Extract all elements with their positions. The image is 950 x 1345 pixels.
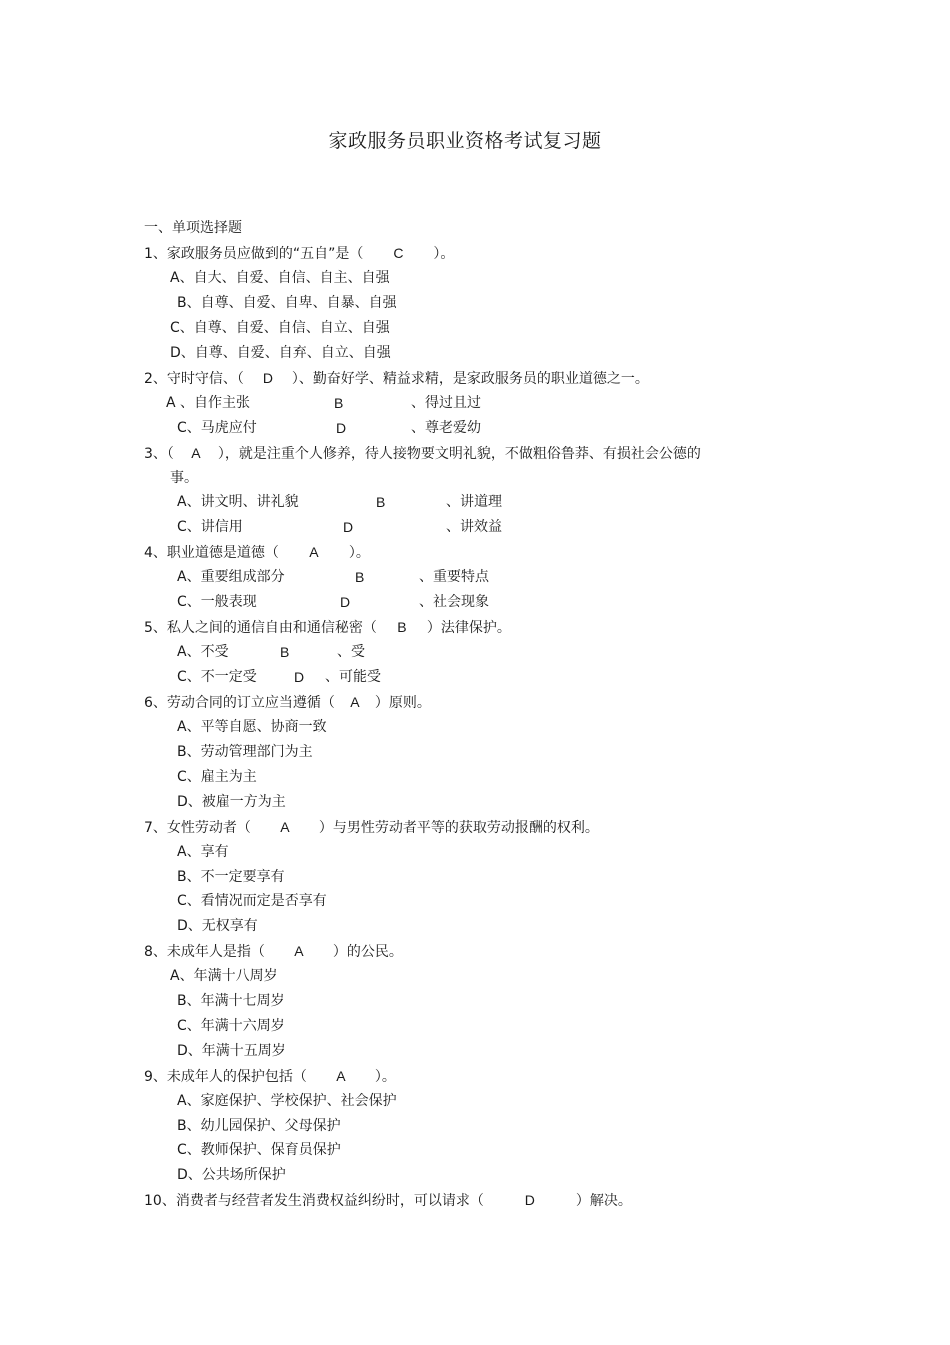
question-6-stem-end: ）原则。	[374, 695, 431, 711]
question-3	[144, 443, 701, 464]
question-4-option-d: 、社会现象	[419, 594, 489, 610]
question-4-option-a: A、重要组成部分	[177, 569, 285, 585]
question-4-stem: 4、职业道德是道德（	[144, 545, 279, 561]
question-2-option-c: C、马虎应付	[177, 420, 257, 436]
question-9	[144, 1066, 396, 1087]
question-7-option-b: B、不一定要享有	[177, 869, 285, 885]
question-5-stem-end: ）法律保护。	[426, 620, 511, 636]
question-1-stem: 1、家政服务员应做到的“五自”是（	[144, 246, 364, 262]
question-4-option-d-letter: D	[340, 594, 351, 610]
question-7	[144, 817, 599, 838]
question-5-stem: 5、私人之间的通信自由和通信秘密（	[144, 620, 377, 636]
question-8-option-a: A、年满十八周岁	[170, 968, 278, 984]
question-10-answer: D	[524, 1192, 535, 1208]
question-3-stem-continued: 事。	[170, 470, 198, 486]
question-2-option-b: 、得过且过	[411, 395, 481, 411]
question-1-option-d: D、自尊、自爱、自弃、自立、自强	[170, 345, 391, 361]
question-1-stem-end: ）。	[433, 246, 455, 262]
question-4-option-b-letter: B	[355, 569, 365, 585]
question-2-option-b-letter: B	[334, 395, 344, 411]
question-4-option-b: 、重要特点	[419, 569, 489, 585]
question-10	[144, 1190, 632, 1211]
question-8-stem: 8、未成年人是指（	[144, 944, 265, 960]
question-8-stem-end: ）的公民。	[332, 944, 403, 960]
question-1-option-a: A、自大、自爱、自信、自主、自强	[170, 270, 390, 286]
question-2-answer: D	[262, 370, 273, 386]
question-5-option-b-letter: B	[280, 644, 290, 660]
question-5-option-a: A、不受	[177, 644, 229, 660]
question-9-option-c: C、教师保护、保育员保护	[177, 1142, 341, 1158]
question-5-option-d-letter: D	[294, 669, 305, 685]
question-8-option-c: C、年满十六周岁	[177, 1018, 285, 1034]
question-3-answer: A	[191, 445, 201, 461]
question-1-option-b: B、自尊、自爱、自卑、自暴、自强	[177, 295, 397, 311]
question-5-answer: B	[397, 619, 407, 635]
question-8-answer: A	[294, 943, 304, 959]
question-8-option-d: D、年满十五周岁	[177, 1043, 286, 1059]
section-heading: 一、单项选择题	[144, 220, 242, 236]
question-2	[144, 368, 649, 389]
question-3-option-b: 、讲道理	[446, 494, 502, 510]
question-1-option-c: C、自尊、自爱、自信、自立、自强	[170, 320, 390, 336]
question-5-option-d: 、可能受	[325, 669, 381, 685]
question-10-stem-end: ）解决。	[575, 1193, 632, 1209]
question-2-option-d: 、尊老爱幼	[411, 420, 481, 436]
question-10-stem: 10、消费者与经营者发生消费权益纠纷时，可以请求（	[144, 1193, 484, 1209]
question-6-option-c: C、雇主为主	[177, 769, 257, 785]
question-5	[144, 617, 511, 638]
question-6	[144, 692, 431, 713]
question-3-option-d-letter: D	[343, 519, 354, 535]
question-9-option-d: D、公共场所保护	[177, 1167, 286, 1183]
question-3-option-c: C、讲信用	[177, 519, 243, 535]
question-7-stem: 7、女性劳动者（	[144, 820, 251, 836]
question-2-stem: 2、守时守信、（	[144, 371, 244, 387]
question-4-option-c: C、一般表现	[177, 594, 257, 610]
question-3-stem: 3、（	[144, 446, 174, 462]
question-9-answer: A	[336, 1068, 346, 1084]
question-6-option-d: D、被雇一方为主	[177, 794, 286, 810]
question-6-answer: A	[350, 694, 360, 710]
question-8-option-b: B、年满十七周岁	[177, 993, 285, 1009]
question-2-option-a: A 、自作主张	[166, 395, 251, 411]
question-7-option-c: C、看情况而定是否享有	[177, 893, 327, 909]
page-title: 家政服务员职业资格考试复习题	[328, 130, 602, 152]
question-7-option-d: D、无权享有	[177, 918, 258, 934]
question-3-option-d: 、讲效益	[446, 519, 502, 535]
question-4	[144, 542, 370, 563]
question-4-stem-end: ）。	[348, 545, 370, 561]
question-3-stem-end: ），就是注重个人修养，待人接物要文明礼貌，不做粗俗鲁莽、有损社会公德的	[217, 446, 701, 462]
question-6-option-b: B、劳动管理部门为主	[177, 744, 313, 760]
question-8	[144, 941, 403, 962]
question-4-answer: A	[309, 544, 319, 560]
question-3-option-a: A、讲文明、讲礼貌	[177, 494, 299, 510]
question-7-stem-end: ）与男性劳动者平等的获取劳动报酬的权利。	[318, 820, 599, 836]
question-1	[144, 243, 454, 264]
question-6-stem: 6、劳动合同的订立应当遵循（	[144, 695, 335, 711]
question-9-option-a: A、家庭保护、学校保护、社会保护	[177, 1093, 397, 1109]
question-9-option-b: B、幼儿园保护、父母保护	[177, 1118, 341, 1134]
question-2-option-d-letter: D	[336, 420, 347, 436]
question-5-option-b: 、受	[337, 644, 365, 660]
question-7-option-a: A、享有	[177, 844, 229, 860]
question-9-stem-end: ）。	[374, 1069, 396, 1085]
question-5-option-c: C、不一定受	[177, 669, 257, 685]
question-6-option-a: A、平等自愿、协商一致	[177, 719, 327, 735]
question-7-answer: A	[280, 819, 290, 835]
question-9-stem: 9、未成年人的保护包括（	[144, 1069, 307, 1085]
question-1-answer: C	[393, 245, 404, 261]
question-2-stem-end: ）、勤奋好学、精益求精，是家政服务员的职业道德之一。	[291, 371, 649, 387]
question-3-option-b-letter: B	[376, 494, 386, 510]
